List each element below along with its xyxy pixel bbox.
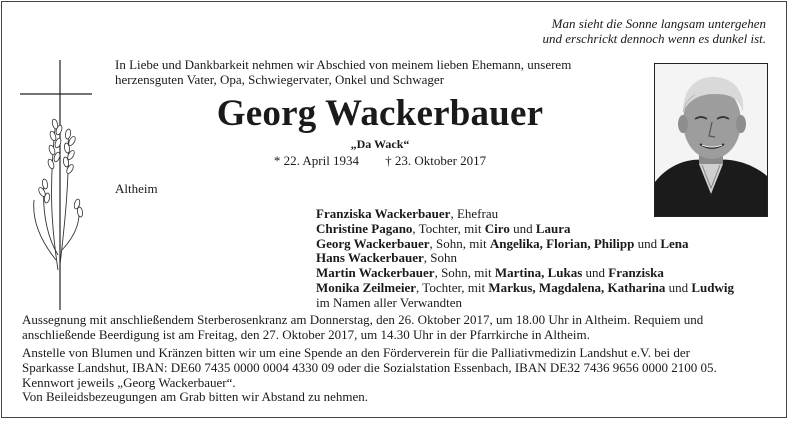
funeral-details <box>22 313 774 343</box>
donation-request <box>22 346 774 390</box>
intro-line: In Liebe und Dankbarkeit nehmen wir Abschied von meinem lieben Ehemann, unserem <box>115 57 572 72</box>
donation-line: Sparkasse Landshut, IBAN: DE60 7435 0000 0004 4330 09 oder die Sozialstation Essenbach, IBAN DE32 7436 9656 0000 2100 05. <box>22 359 717 375</box>
funeral-line: anschließende Beerdigung ist am Freitag, den 27. Oktober 2017, um 14.30 Uhr in der Pfarrkirche in Altheim. <box>22 326 590 342</box>
mourner-line: im Namen aller Verwandten <box>316 294 462 310</box>
mourner-line: Hans Wackerbauer, Sohn <box>316 250 457 266</box>
quote-line: und erschrickt dennoch wenn es dunkel ist. <box>542 31 766 46</box>
funeral-line: Aussegnung mit anschließendem Sterberosenkranz am Donnerstag, den 26. Oktober 2017, um 18.00 Uhr in Altheim. Requiem und <box>22 312 704 327</box>
intro-text <box>115 57 645 87</box>
birth-date: * 22. April 1934 <box>273 153 360 168</box>
mourner-name: Franziska Wackerbauer <box>316 206 451 221</box>
intro-line: herzensguten Vater, Opa, Schwiegervater, Onkel und Schwager <box>115 72 445 87</box>
quote-line: Man sieht die Sonne langsam untergehen <box>551 16 766 31</box>
mourners-list <box>316 207 776 311</box>
condolence-note: Von Beileidsbezeugungen am Grab bitten wir Abstand zu nehmen. <box>22 389 368 404</box>
cross-with-wheat-icon <box>20 60 100 310</box>
donation-line: Anstelle von Blumen und Kränzen bitten wir um eine Spende an den Förderverein für die Palliativmedizin Landshut e.V. bei der <box>22 345 691 360</box>
mourner-line: Christine Pagano, Tochter, mit Ciro und Laura <box>316 220 571 236</box>
portrait-photo <box>654 63 768 217</box>
place-name: Altheim <box>115 181 158 196</box>
death-date: † 23. Oktober 2017 <box>385 153 487 168</box>
deceased-nickname: „Da Wack“ <box>350 137 410 151</box>
mourner-line <box>316 207 776 222</box>
life-dates <box>115 153 645 168</box>
mourner-line: Martin Wackerbauer, Sohn, mit Martina, Lukas und Franziska <box>316 265 664 281</box>
deceased-name: Georg Wackerbauer <box>216 93 544 134</box>
donation-line: Kennwort jeweils „Georg Wackerbauer“. <box>22 374 236 390</box>
mourner-line: Monika Zeilmeier, Tochter, mit Markus, Magdalena, Katharina und Ludwig <box>316 279 734 295</box>
mourner-line: Georg Wackerbauer, Sohn, mit Angelika, Florian, Philipp und Lena <box>316 235 689 251</box>
epigraph-quote <box>436 16 766 46</box>
portrait-illustration <box>655 64 767 216</box>
mourner-relation: , Ehefrau <box>450 206 499 221</box>
